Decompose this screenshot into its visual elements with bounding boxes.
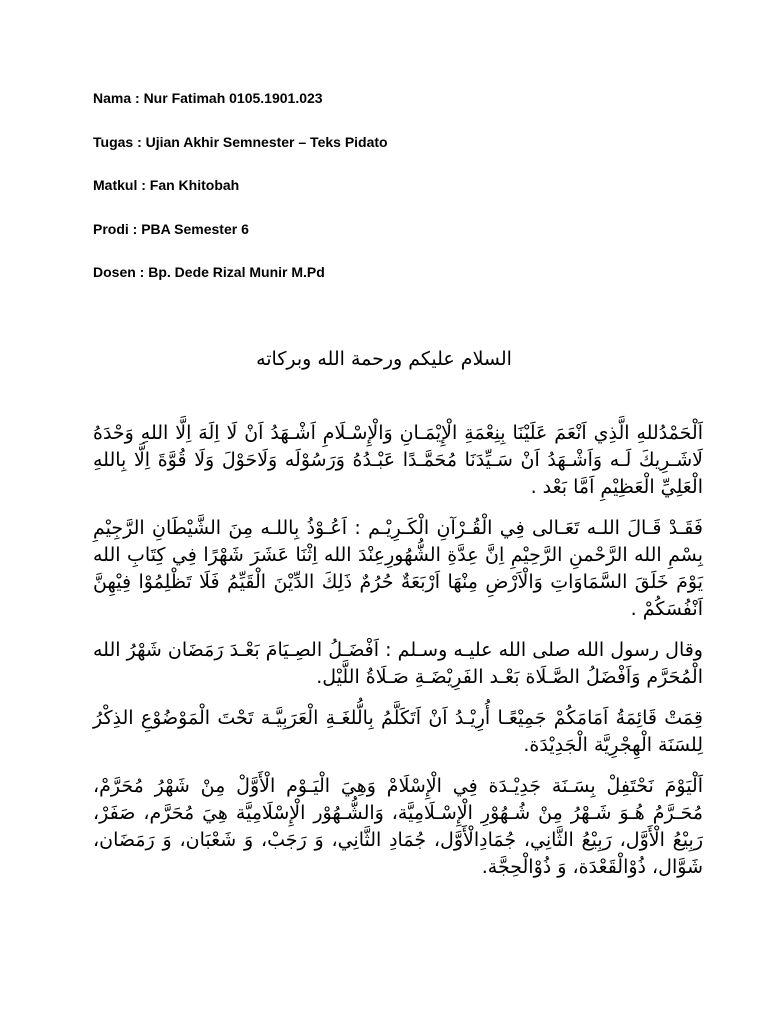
- lecturer-line: Dosen : Bp. Dede Rizal Munir M.Pd: [93, 264, 325, 280]
- islamic-months-paragraph: اَلْيَوْمَ نَحْتَفِلْ بِسَـنَة جَدِيْـدَة فِي الْإِسْلَامْ وَهِيَ الْيَـوْم الْأَوَّلْ مِنْ شَهْرُ مُحَرَّمْ، مُحَـرَّمُ هُـوَ شَـهْرُ مِنْ شُـهُوْرِ الْإِسْـلَامِيَّة، وَالشُّـهُوْر الْإِسْلَامِيَّة هِيَ مُحَرَّم، صَفَرْ، رَبِيْعُ الْأَوَّل، رَبِيْعُ الثَّانِي، جُمَادِالْأَوَّل، جُمَادِ الثَّانِي، وَ رَجَبْ، وَ شَعْبَان، وَ رَمَضَان، شَوَّال، ذُوْالْقَعْدَة، وَ ذُوْالْحِجَّة.: [93, 775, 703, 878]
- assignment-line: Tugas : Ujian Akhir Semnester – Teks Pidato: [93, 133, 388, 150]
- name-line: Nama : Nur Fatimah 0105.1901.023: [93, 90, 323, 106]
- opening-praise-paragraph: اَلْحَمْدُللهِ الَّذِي اَنْعَمَ عَلَيْنَا بِنِعْمَةِ الْإِيْمَـانِ وَالْإِسْـلَامِ اَشْـهَدُ اَنْ لَا اِلَهَ اِلَّا اللهِ وَحْدَهُ لَاشَـرِيكَ لَـه وَاَشْـهَدُ اَنْ سَـيِّدَنَا مُحَمَّـدًا عَبْـدُهُ وَرَسُوْلَه وَلَاحَوْلَ وَلَا قُوَّةَ اِلَّا بِاللهِ الْعَلِيِّ الْعَظِيْمِ اَمَّا بَعْد .: [93, 422, 703, 498]
- opening-greeting: السلام عليكم ورحمة الله وبركاته: [256, 348, 512, 370]
- course-line: Matkul : Fan Khitobah: [93, 177, 240, 193]
- topic-paragraph: قِمَتْ قَائِمَةُ اَمَامَكُمْ جَمِيْعًـا أُرِيْـدُ اَنْ اَتَكَلَّمُ بِالُّلغَـةِ الْعَرَبِيَّـة تَحْتَ الْمَوْضُوْعِ الذِكْرُ لِلسَنَة الْهِجْرِيَّة الْجَدِيْدَة.: [93, 707, 703, 756]
- speech-body: [93, 420, 703, 895]
- student-info-block: [93, 88, 693, 306]
- program-line: Prodi : PBA Semester 6: [93, 220, 249, 237]
- quran-verse-paragraph: فَقَـدْ قَـالَ اللـه تَعَـالى فِي الْقُـرْآنِ الْكَـرِيْـم : اَعُـوْذُ بِاللـه مِنَ الشَّيْطَانِ الرَّجِيْمِ بِسْمِ الله الرَّحْمنِ الرَّحِيْمِ اِنَّ عِدَّةِ الشُّهُورِعِنْدَ الله اِثْنَا عَشَرَ شَهْرًا فِي كِتَابِ الله يَوْمَ خَلَقَ السَّمَاوَاتِ وَالْاَرْضِ مِنْهَا اَرْبَعَةٌ حُرُمٌ ذَلِكَ الدِّيْنَ الْقَيِّمُ فَلَا تَظْلِمُوْا فِيْهِنَّ اَنْفُسَكُمْ .: [93, 517, 703, 620]
- hadith-paragraph: وقال رسول الله صلى الله عليـه وسـلم : اَفْضَـلُ الصِـيَامَ بَعْـدَ رَمَضَان شَهْرُ الله الْمُحَرَّم وَاَفْضَلُ الصَّـلَاة بَعْـد الفَرِيْضَـةِ صَـلَاةُ اللَّيْل.: [93, 639, 703, 688]
